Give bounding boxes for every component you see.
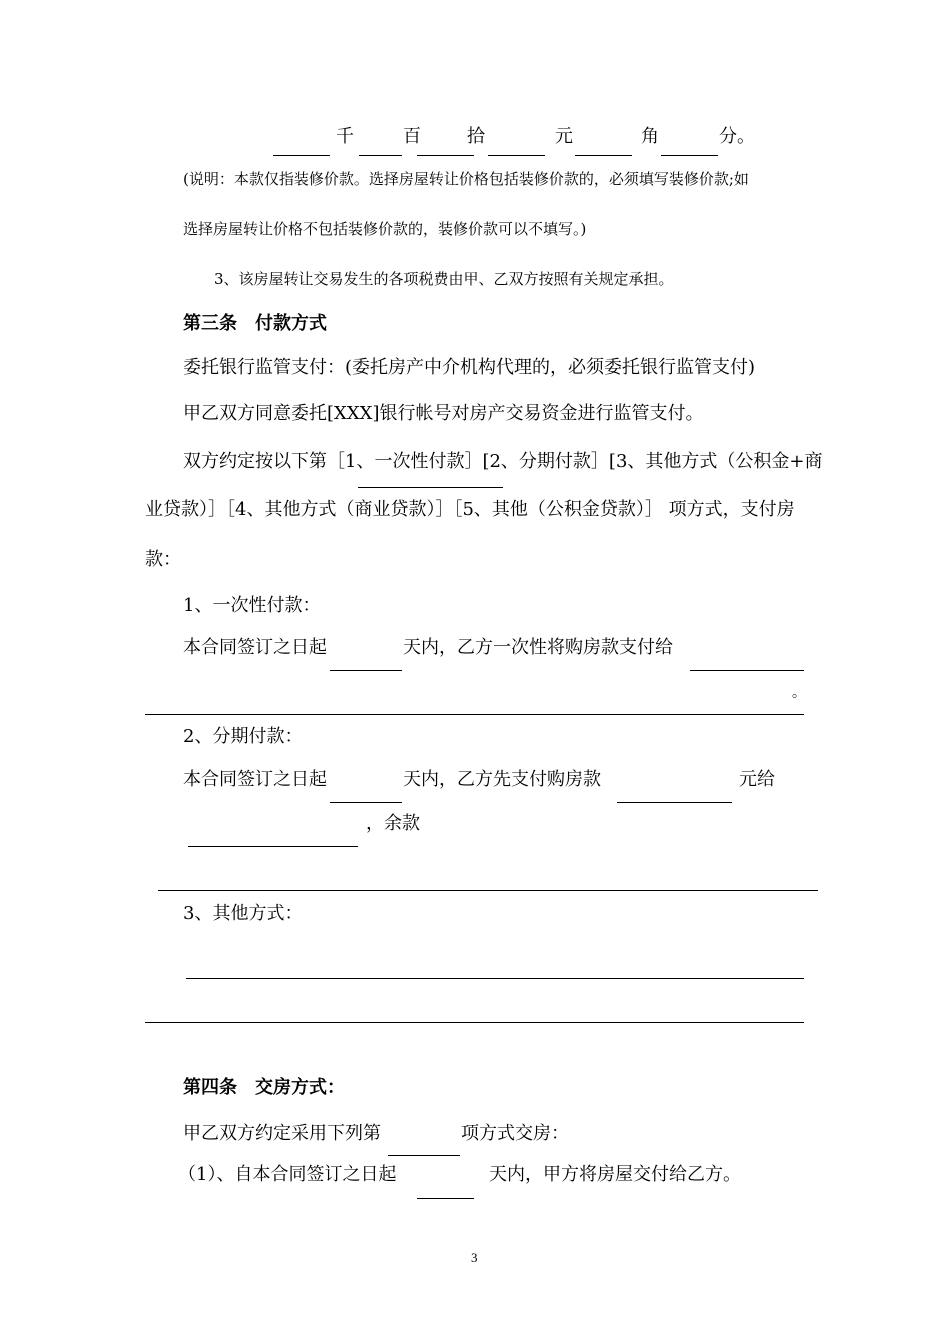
installment-title: 2、分期付款： bbox=[183, 726, 303, 747]
unit-yuan: 元 bbox=[555, 126, 573, 147]
installment-amount-blank[interactable] bbox=[617, 802, 732, 803]
note-line-1: (说明：本款仅指装修价款。选择房屋转让价格包括装修价款的，必须填写装修价款;如 bbox=[183, 170, 749, 188]
blank-shi[interactable] bbox=[417, 155, 474, 156]
blank-bai[interactable] bbox=[359, 155, 402, 156]
lump-sum-long-blank[interactable] bbox=[145, 714, 804, 715]
lump-sum-title: 1、一次性付款： bbox=[183, 595, 321, 616]
installment-part-3: 元给 bbox=[739, 769, 775, 790]
lump-sum-end: 。 bbox=[792, 685, 806, 701]
payment-options-line-1: 双方约定按以下第［1、一次性付款］[2、分期付款］[3、其他方式（公积金+商 bbox=[183, 451, 823, 472]
other-method-title: 3、其他方式： bbox=[183, 903, 303, 924]
note-line-2: 选择房屋转让价格不包括装修价款的，装修价款可以不填写。) bbox=[183, 220, 587, 238]
article-4-heading: 第四条 交房方式： bbox=[183, 1077, 345, 1098]
installment-part-4: ，余款 bbox=[366, 813, 420, 834]
unit-jiao: 角 bbox=[641, 126, 659, 147]
blank-qian[interactable] bbox=[273, 155, 330, 156]
unit-fen: 分。 bbox=[719, 126, 755, 147]
lump-sum-part-2: 天内，乙方一次性将购房款支付给 bbox=[403, 637, 673, 658]
lump-sum-days-blank[interactable] bbox=[330, 670, 402, 671]
other-method-blank-2[interactable] bbox=[145, 1022, 804, 1023]
blank-jiao[interactable] bbox=[575, 155, 632, 156]
delivery-agree-part-2: 项方式交房： bbox=[461, 1123, 569, 1144]
tax-clause: 3、该房屋转让交易发生的各项税费由甲、乙双方按照有关规定承担。 bbox=[214, 270, 674, 288]
delivery-item-1-part-1: （1）、自本合同签订之日起 bbox=[178, 1164, 397, 1185]
installment-part-1: 本合同签订之日起 bbox=[183, 769, 327, 790]
installment-days-blank[interactable] bbox=[330, 802, 402, 803]
bank-supervision-text: 委托银行监管支付：(委托房产中介机构代理的，必须委托银行监管支付) bbox=[183, 357, 756, 378]
delivery-days-blank[interactable] bbox=[417, 1198, 474, 1199]
lump-sum-part-1: 本合同签订之日起 bbox=[183, 637, 327, 658]
unit-shi: 拾 bbox=[467, 126, 485, 147]
installment-payee-blank[interactable] bbox=[188, 846, 358, 847]
other-method-blank-1[interactable] bbox=[186, 978, 804, 979]
page-number: 3 bbox=[471, 1250, 478, 1265]
payment-options-line-2: 业贷款）］［4、其他方式（商业贷款）］［5、其他（公积金贷款）］ 项方式，支付房 bbox=[145, 499, 795, 520]
payment-option-blank[interactable] bbox=[358, 487, 503, 488]
unit-qian: 千 bbox=[336, 126, 354, 147]
payment-options-line-3: 款： bbox=[145, 549, 181, 570]
delivery-agree-part-1: 甲乙双方约定采用下列第 bbox=[183, 1123, 381, 1144]
unit-bai: 百 bbox=[403, 126, 421, 147]
delivery-option-blank[interactable] bbox=[388, 1155, 460, 1156]
lump-sum-payee-blank[interactable] bbox=[690, 670, 804, 671]
bank-account-text: 甲乙双方同意委托[XXX]银行帐号对房产交易资金进行监管支付。 bbox=[183, 403, 704, 424]
installment-remainder-blank[interactable] bbox=[158, 890, 818, 891]
article-3-heading: 第三条 付款方式 bbox=[183, 313, 327, 334]
blank-yuan[interactable] bbox=[488, 155, 545, 156]
delivery-item-1-part-2: 天内，甲方将房屋交付给乙方。 bbox=[489, 1164, 741, 1185]
blank-fen[interactable] bbox=[661, 155, 718, 156]
installment-part-2: 天内，乙方先支付购房款 bbox=[403, 769, 601, 790]
